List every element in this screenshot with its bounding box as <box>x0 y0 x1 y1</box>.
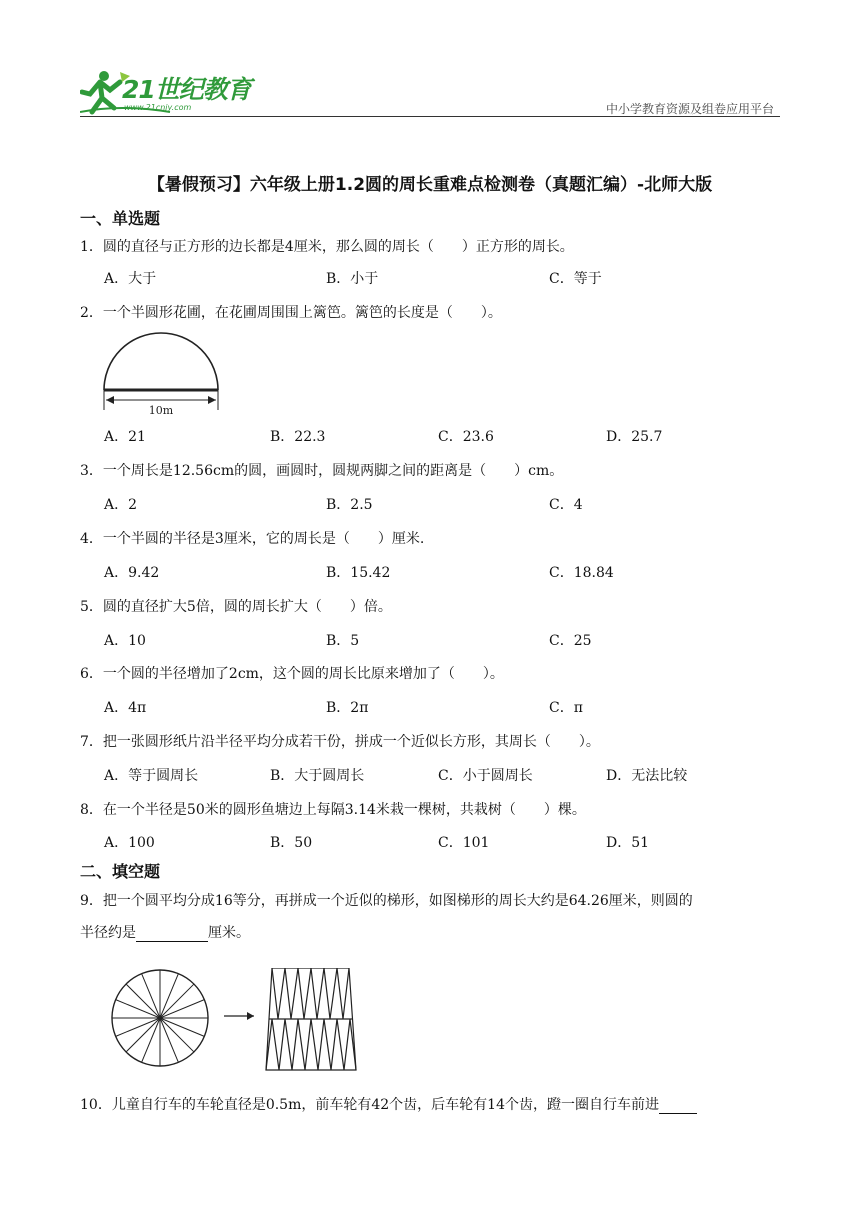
option-4c: C．18.84 <box>549 565 614 581</box>
answer-blank-9[interactable] <box>136 941 208 942</box>
option-3b: B．2.5 <box>326 497 373 513</box>
option-7d: D．无法比较 <box>606 768 688 784</box>
option-2d: D．25.7 <box>606 429 663 445</box>
circle-radius-line <box>126 984 160 1018</box>
section-heading-fill-blank: 二、填空题 <box>80 862 161 881</box>
question-9-line1: 9．把一个圆平均分成16等分，再拼成一个近似的梯形，如图梯形的周长大约是64.26厘米，则圆的 <box>80 893 693 909</box>
answer-blank-10[interactable] <box>659 1113 697 1114</box>
question-3: 3．一个周长是12.56cm的圆，画圆时，圆规两脚之间的距离是（ ）cm。 <box>80 463 564 479</box>
option-2a: A．21 <box>104 429 146 445</box>
section-heading-single-choice: 一、单选题 <box>80 209 161 228</box>
trapezoid-figure <box>266 968 356 1070</box>
semicircle-diameter-label: 10m <box>148 404 174 417</box>
option-6b: B．2π <box>326 700 369 716</box>
page-title: 【暑假预习】六年级上册1.2圆的周长重难点检测卷（真题汇编）-北师大版 <box>147 175 713 195</box>
option-5a: A．10 <box>104 633 146 649</box>
option-7b: B．大于圆周长 <box>270 768 365 784</box>
option-4b: B．15.42 <box>326 565 391 581</box>
circle-radius-line <box>160 1018 194 1052</box>
question-10 <box>80 1094 697 1114</box>
question-6: 6．一个圆的半径增加了2cm，这个圆的周长比原来增加了（ ）。 <box>80 666 504 682</box>
arrow-right-icon <box>224 1012 254 1020</box>
circle-radius-line <box>126 1018 160 1052</box>
circle-radius-line <box>160 984 194 1018</box>
option-3a: A．2 <box>104 497 138 513</box>
question-5: 5．圆的直径扩大5倍，圆的周长扩大（ ）倍。 <box>80 599 392 615</box>
option-8d: D．51 <box>606 835 650 851</box>
option-2b: B．22.3 <box>270 429 326 445</box>
option-7c: C．小于圆周长 <box>438 768 533 784</box>
option-6a: A．4π <box>104 700 147 716</box>
option-1b: B．小于 <box>326 271 379 287</box>
option-3c: C．4 <box>549 497 583 513</box>
platform-label: 中小学教育资源及组卷应用平台 <box>605 102 774 116</box>
question-9-line2 <box>80 922 250 942</box>
divided-circle-figure <box>112 970 208 1066</box>
question-9-prefix: 半径约是 <box>80 925 136 941</box>
question-4: 4．一个半圆的半径是3厘米，它的周长是（ ）厘米. <box>80 531 425 547</box>
semicircle-figure <box>96 330 226 420</box>
option-1c: C．等于 <box>549 271 602 287</box>
question-8: 8．在一个半径是50米的圆形鱼塘边上每隔3.14米栽一棵树，共栽树（ ）棵。 <box>80 802 586 818</box>
option-5b: B．5 <box>326 633 360 649</box>
option-8b: B．50 <box>270 835 313 851</box>
question-1: 1．圆的直径与正方形的边长都是4厘米，那么圆的周长（ ）正方形的周长。 <box>80 239 574 255</box>
option-2c: C．23.6 <box>438 429 494 445</box>
logo-url: www.21cnjy.com <box>124 103 192 112</box>
header-divider <box>80 116 780 117</box>
logo-text: 21世纪教育 <box>122 75 251 104</box>
option-1a: A．大于 <box>104 271 157 287</box>
circle-to-trapezoid-figure <box>106 968 366 1076</box>
option-8c: C．101 <box>438 835 490 851</box>
option-7a: A．等于圆周长 <box>104 768 199 784</box>
question-7: 7．把一张圆形纸片沿半径平均分成若干份，拼成一个近似长方形，其周长（ ）。 <box>80 734 600 750</box>
option-4a: A．9.42 <box>104 565 160 581</box>
option-5c: C．25 <box>549 633 592 649</box>
question-10-text: 10．儿童自行车的车轮直径是0.5m，前车轮有42个齿，后车轮有14个齿，蹬一圈自行车前进 <box>80 1097 659 1113</box>
question-2: 2．一个半圆形花圃，在花圃周围围上篱笆。篱笆的长度是（ ）。 <box>80 305 502 321</box>
question-9-suffix: 厘米。 <box>208 925 250 941</box>
option-6c: C．π <box>549 700 583 716</box>
option-8a: A．100 <box>104 835 155 851</box>
